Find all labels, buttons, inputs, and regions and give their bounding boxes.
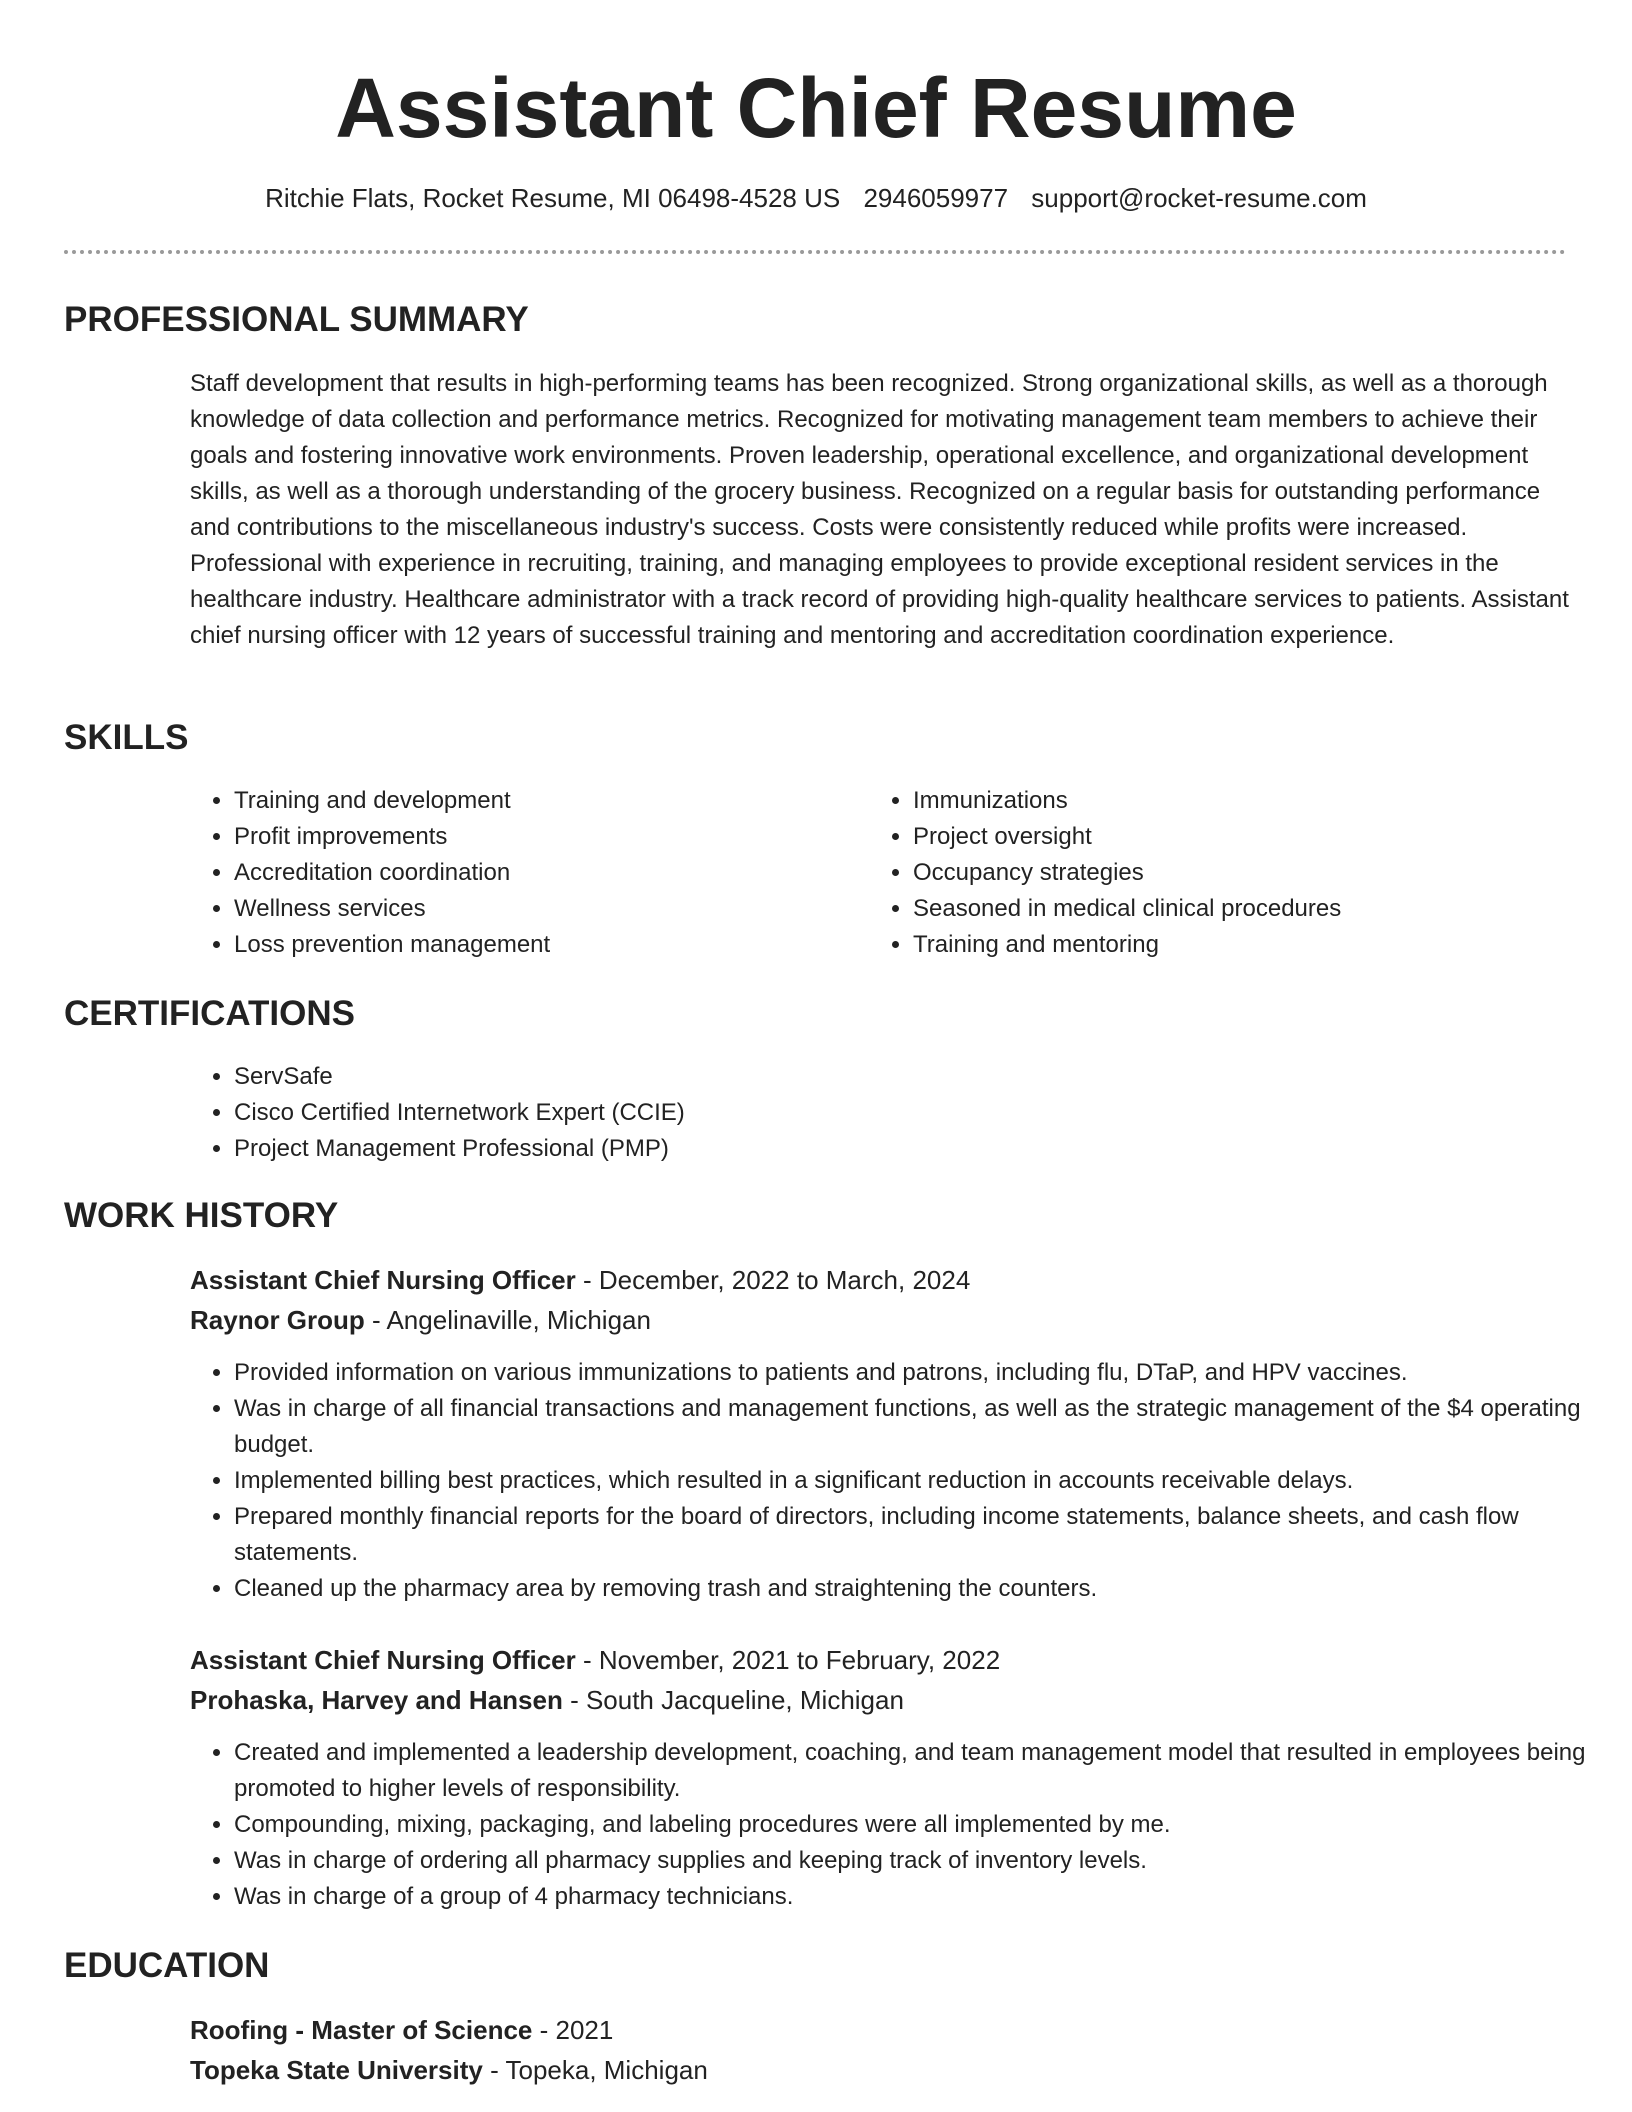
- list-item: • Provided information on various immunizations to patients and patrons, including flu, DTaP, and HPV vaccines.: [234, 1355, 1614, 1391]
- section-heading-summary: PROFESSIONAL SUMMARY: [64, 300, 529, 339]
- list-item: • ServSafe: [234, 1059, 1584, 1095]
- contact-email: support@rocket-resume.com: [1031, 183, 1367, 213]
- job-company-line: [190, 1680, 904, 1720]
- summary-text: Staff development that results in high-performing teams has been recognized. Strong organizational skills, as well as a thorough knowledge of data collection and performance metrics. Recognized for motivating management team members to achieve their goals and fostering innovative work environments. Proven leadership, operational excellence, and organizational development skills, as well as a thorough understanding of the grocery business. Recognized on a regular basis for outstanding performance and contributions to the miscellaneous industry's success. Costs were consistently reduced while profits were increased. Professional with experience in recruiting, training, and managing employees to provide exceptional resident services in the healthcare industry. Healthcare administrator with a track record of providing high-quality healthcare services to patients. Assistant chief nursing officer with 12 years of successful training and mentoring and accreditation coordination experience.: [190, 370, 1569, 649]
- education-school-line: [190, 2050, 708, 2090]
- list-item: • Cleaned up the pharmacy area by removing trash and straightening the counters.: [234, 1571, 1614, 1607]
- list-item: • Created and implemented a leadership development, coaching, and team management model that resulted in employees being promoted to higher levels of responsibility.: [234, 1735, 1614, 1807]
- list-item: • Profit improvements: [234, 819, 854, 855]
- skills-list-left: [190, 783, 854, 963]
- job-company: Prohaska, Harvey and Hansen: [190, 1685, 563, 1715]
- job-location: - South Jacqueline, Michigan: [562, 1685, 904, 1715]
- job-title-line: [190, 1640, 1000, 1680]
- contact-address: Ritchie Flats, Rocket Resume, MI 06498-4528 US: [265, 183, 841, 213]
- list-item: • Prepared monthly financial reports for the board of directors, including income statements, balance sheets, and cash flow statements.: [234, 1499, 1614, 1571]
- job-bullets: [190, 1735, 1614, 1915]
- contact-line: [0, 180, 1632, 216]
- list-item: • Loss prevention management: [234, 927, 854, 963]
- list-item: • Seasoned in medical clinical procedures: [913, 891, 1593, 927]
- list-item: • Wellness services: [234, 891, 854, 927]
- list-item: • Project oversight: [913, 819, 1593, 855]
- list-item: • Was in charge of a group of 4 pharmacy technicians.: [234, 1879, 1614, 1915]
- job-title: Assistant Chief Nursing Officer: [190, 1265, 576, 1295]
- list-item: • Occupancy strategies: [913, 855, 1593, 891]
- resume-title: Assistant Chief Resume: [335, 61, 1297, 155]
- section-heading-skills: SKILLS: [64, 718, 189, 757]
- job-dates: - November, 2021 to February, 2022: [575, 1645, 1001, 1675]
- header-divider: [64, 250, 1566, 254]
- list-item: • Compounding, mixing, packaging, and labeling procedures were all implemented by me.: [234, 1807, 1614, 1843]
- certifications-list: [190, 1059, 1584, 1167]
- education-year: - 2021: [532, 2015, 614, 2045]
- skills-list-right: [869, 783, 1593, 963]
- list-item: • Was in charge of all financial transactions and management functions, as well as the strategic management of the $4 operating budget.: [234, 1391, 1614, 1463]
- education-school: Topeka State University: [190, 2055, 483, 2085]
- list-item: • Cisco Certified Internetwork Expert (CCIE): [234, 1095, 1584, 1131]
- job-dates: - December, 2022 to March, 2024: [575, 1265, 971, 1295]
- education-location: - Topeka, Michigan: [482, 2055, 708, 2085]
- list-item: • Accreditation coordination: [234, 855, 854, 891]
- list-item: • Was in charge of ordering all pharmacy supplies and keeping track of inventory levels.: [234, 1843, 1614, 1879]
- job-title: Assistant Chief Nursing Officer: [190, 1645, 576, 1675]
- list-item: • Immunizations: [913, 783, 1593, 819]
- job-bullets: [190, 1355, 1614, 1607]
- job-company: Raynor Group: [190, 1305, 365, 1335]
- education-degree-line: [190, 2010, 613, 2050]
- section-heading-work-history: WORK HISTORY: [64, 1196, 339, 1235]
- contact-phone: 2946059977: [863, 183, 1009, 213]
- section-heading-certifications: CERTIFICATIONS: [64, 994, 356, 1033]
- job-company-line: [190, 1300, 651, 1340]
- job-location: - Angelinaville, Michigan: [364, 1305, 651, 1335]
- section-heading-education: EDUCATION: [64, 1946, 270, 1985]
- education-degree: Roofing - Master of Science: [190, 2015, 533, 2045]
- list-item: • Training and development: [234, 783, 854, 819]
- job-title-line: [190, 1260, 970, 1300]
- list-item: • Training and mentoring: [913, 927, 1593, 963]
- list-item: • Project Management Professional (PMP): [234, 1131, 1584, 1167]
- list-item: • Implemented billing best practices, which resulted in a significant reduction in accounts receivable delays.: [234, 1463, 1614, 1499]
